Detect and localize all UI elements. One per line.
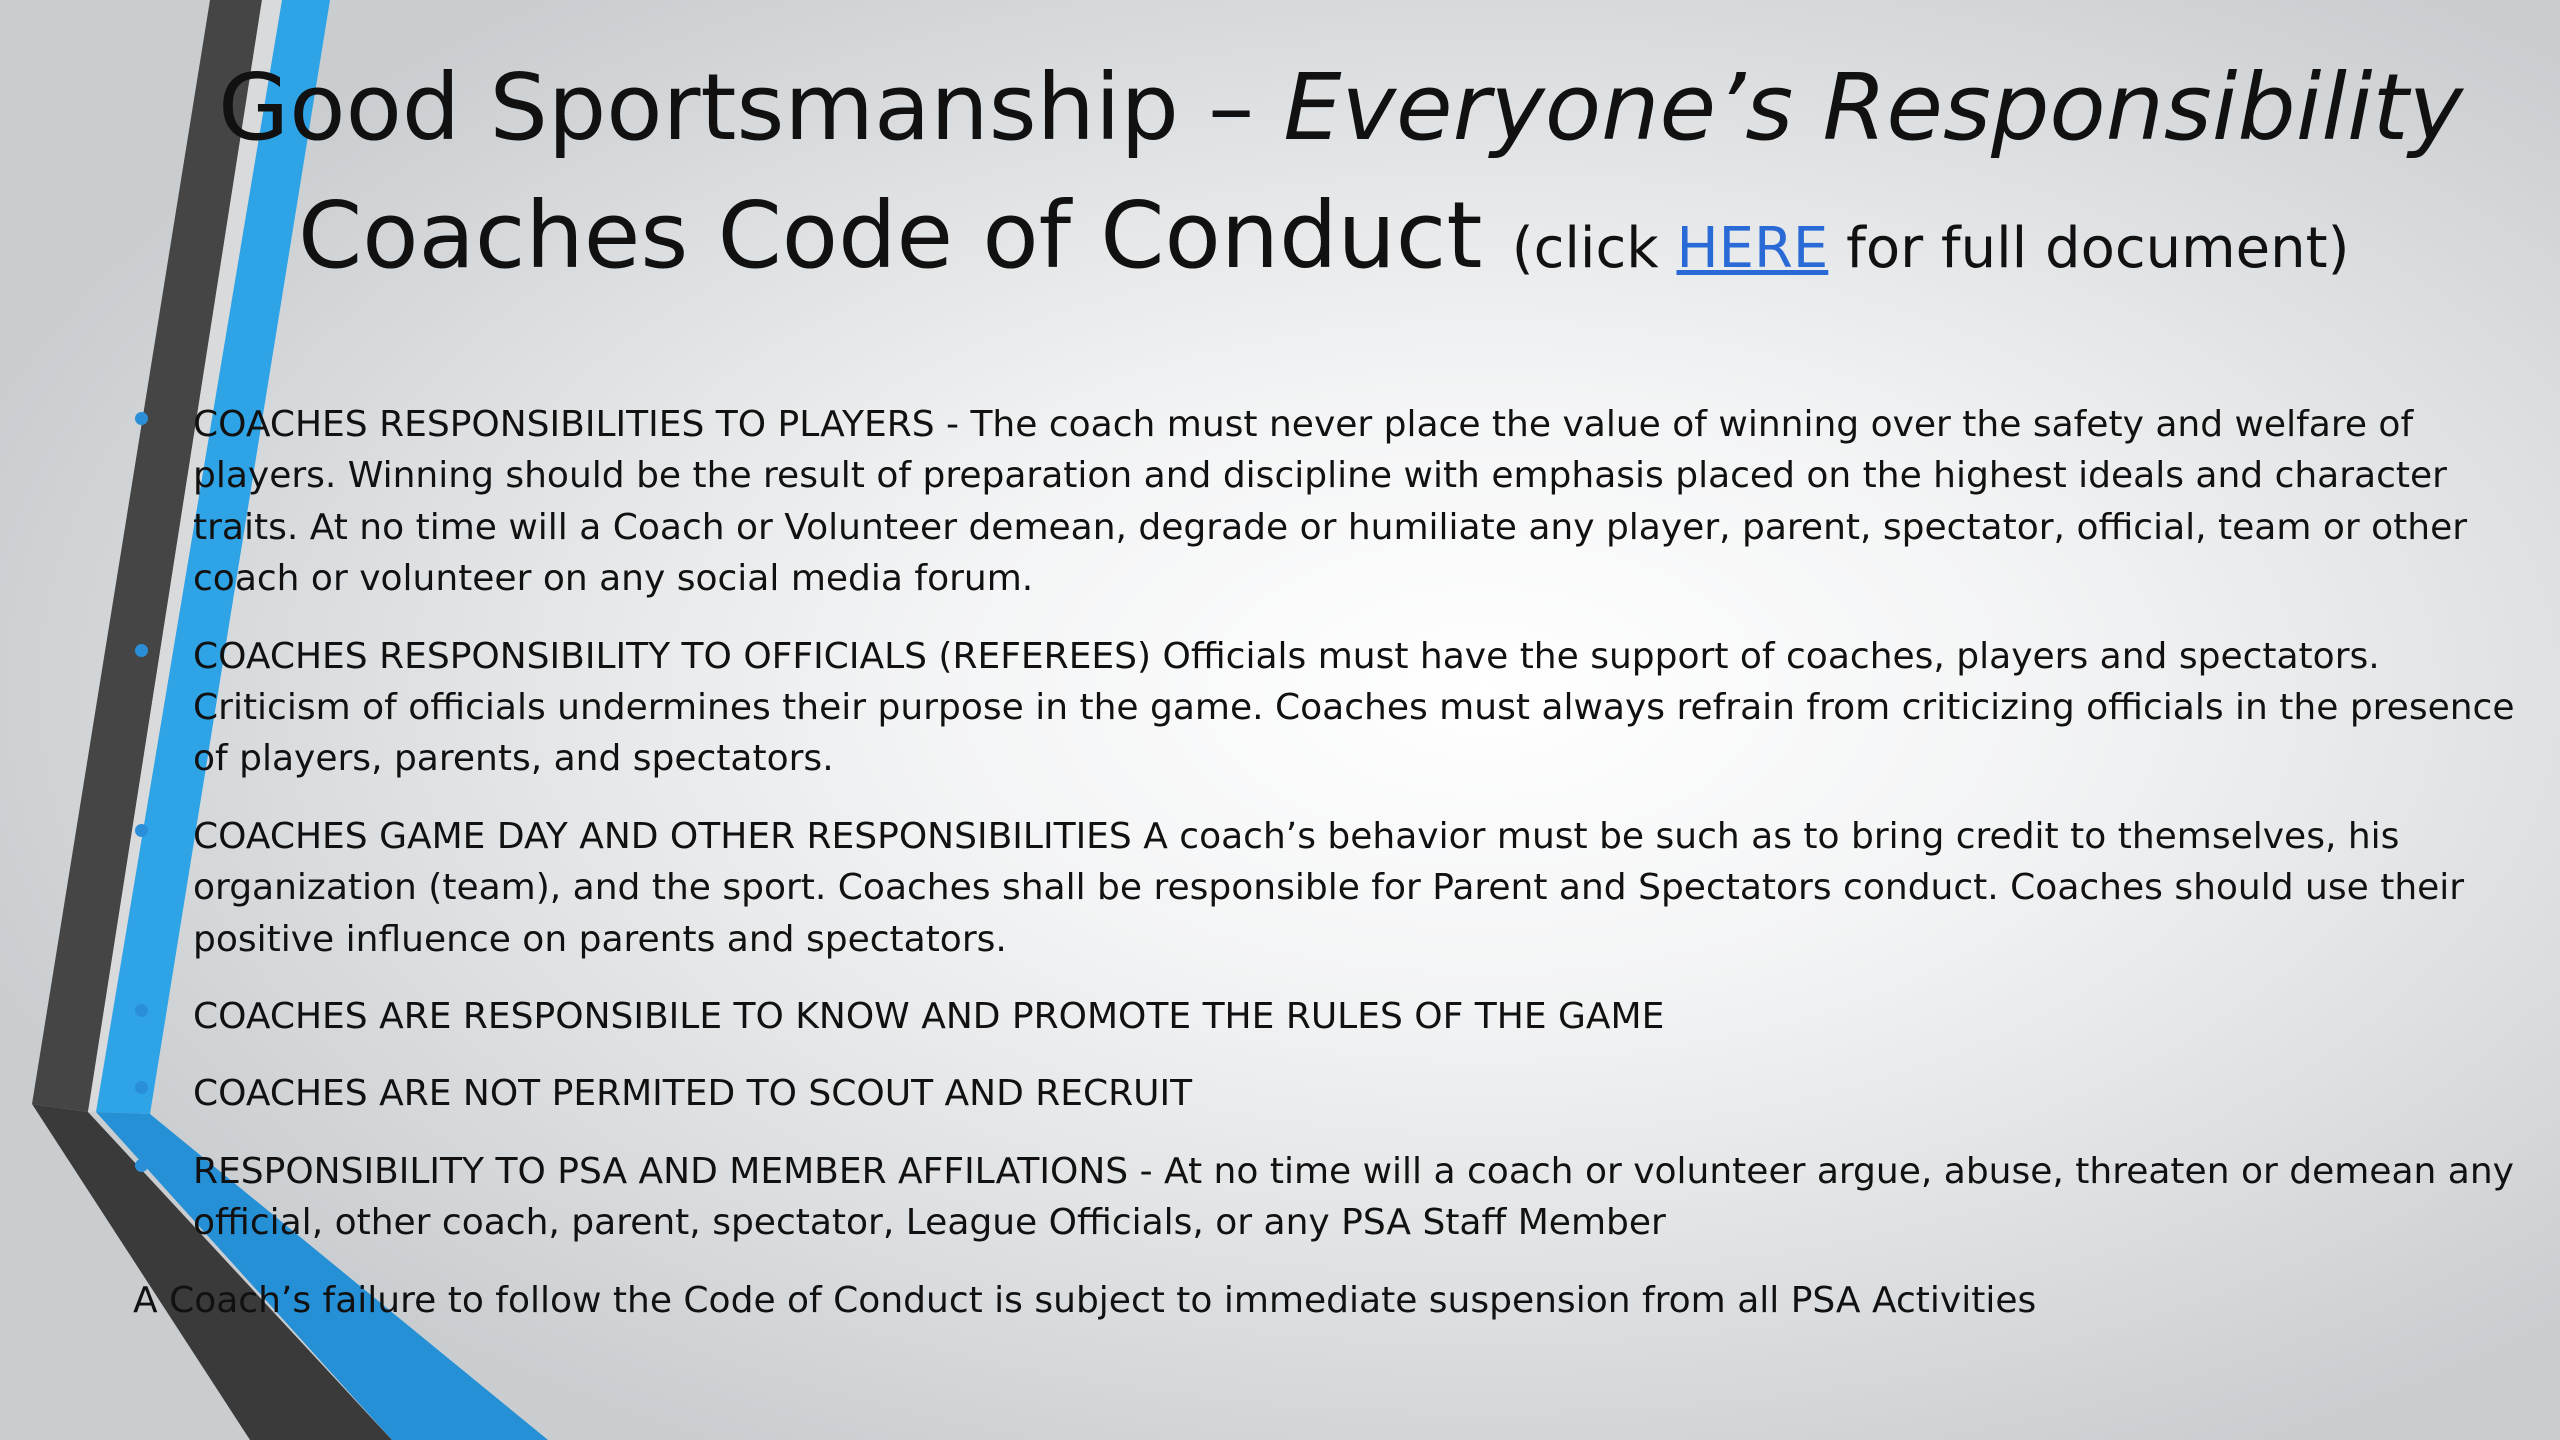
bullet-text: COACHES GAME DAY AND OTHER RESPONSIBILITIES A coach’s behavior must be such as to bring credit to themselves, his organization (team), and the sport. Coaches shall be responsible for Parent and Spectators conduct. Coaches should use their positive influence on parents and spectators. [193, 815, 2465, 960]
bullet-text: COACHES RESPONSIBILITIES TO PLAYERS - The coach must never place the value of winning over the safety and welfare of players. Winning should be the result of preparation and discipline with emphasis placed on the highest ideals and character traits. At no time will a Coach or Volunteer demean, degrade or humiliate any player, parent, spectator, official, team or other coach or volunteer on any social media forum. [193, 404, 2468, 600]
note-suffix: for full document) [1828, 216, 2350, 281]
subtitle-main: Coaches Code of Conduct [298, 182, 1483, 289]
bullet-dot-icon [135, 644, 148, 657]
bullet-dot-icon [135, 824, 148, 837]
slide-body [133, 399, 2543, 1326]
bullet-text: COACHES RESPONSIBILITY TO OFFICIALS (REFEREES) Officials must have the support of coaches, players and spectators. Criticism of officials undermines their purpose in the game. Coaches must always refrain from criticizing officials in the presence of players, parents, and spectators. [193, 635, 2515, 780]
note-prefix: (click [1511, 216, 1677, 281]
bullet-dot-icon [135, 1159, 148, 1172]
list-item [133, 991, 2543, 1042]
page-title-line1 [218, 48, 2463, 168]
subtitle-note [1512, 216, 2350, 281]
title-prefix: Good Sportsmanship – [218, 54, 1284, 161]
bullet-dot-icon [135, 1081, 148, 1094]
footer-statement: A Coach’s failure to follow the Code of Conduct is subject to immediate suspension from all PSA Activities [133, 1279, 2037, 1321]
title-emphasis: Everyone’s Responsibility [1283, 54, 2464, 161]
bullet-list [133, 399, 2543, 1249]
page-title-line2 [298, 176, 2349, 309]
list-item [133, 1146, 2543, 1249]
list-item [133, 399, 2543, 605]
list-item [133, 811, 2543, 965]
list-item [133, 631, 2543, 785]
bullet-text: COACHES ARE NOT PERMITED TO SCOUT AND RECRUIT [193, 1073, 1193, 1115]
bullet-dot-icon [135, 412, 148, 425]
bullet-dot-icon [135, 1004, 148, 1017]
bullet-text: COACHES ARE RESPONSIBILE TO KNOW AND PROMOTE THE RULES OF THE GAME [193, 996, 1665, 1038]
bullet-text: RESPONSIBILITY TO PSA AND MEMBER AFFILATIONS - At no time will a coach or volunteer argue, abuse, threaten or demean any official, other coach, parent, spectator, League Officials, or any PSA Staff Member [193, 1150, 2514, 1244]
full-document-link[interactable]: HERE [1676, 216, 1829, 281]
list-item [133, 1068, 2543, 1119]
